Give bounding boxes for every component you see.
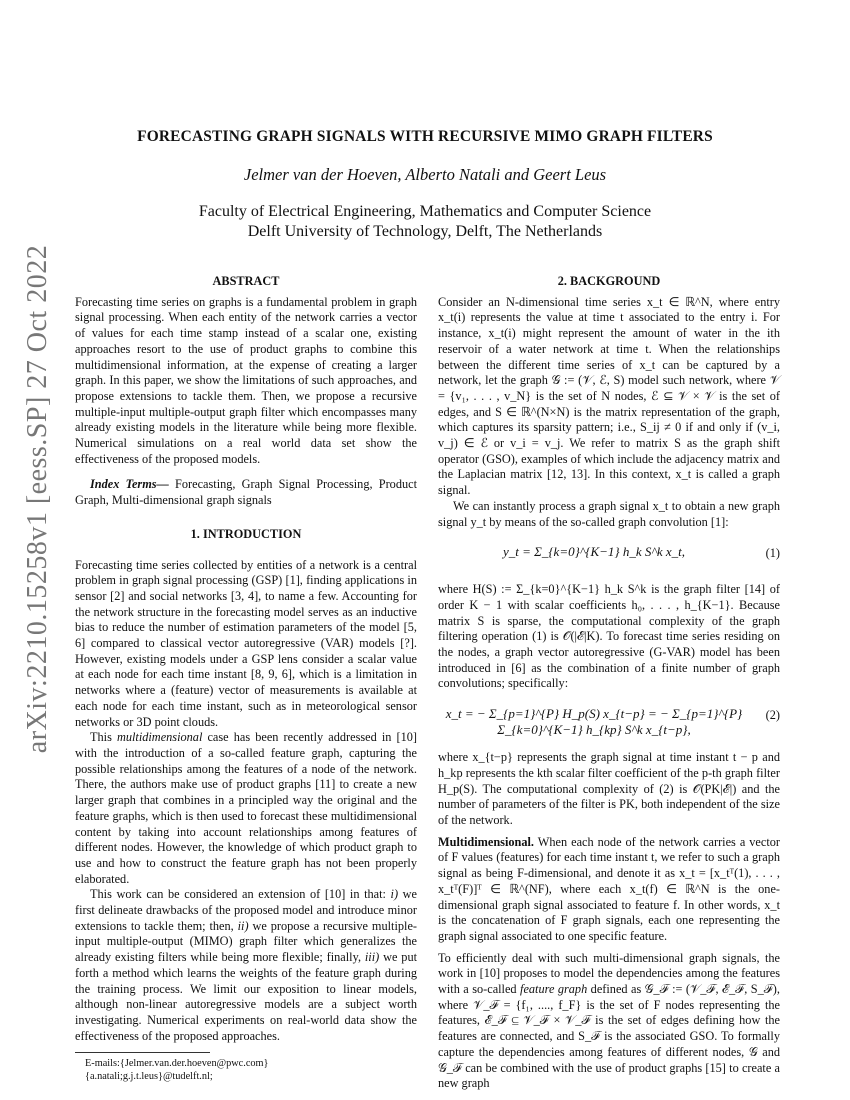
intro-p3-b: we first delineate drawbacks of the proposed model and introduce minor extensions to tackle them; then, bbox=[75, 887, 417, 933]
equation-2-body: x_t = − Σ_{p=1}^{P} H_p(S) x_{t−p} = − Σ_{p=1}^{P} Σ_{k=0}^{K−1} h_{kp} S^k x_{t−p}, bbox=[445, 706, 743, 737]
background-paragraph-2: We can instantly process a graph signal x_t to obtain a new graph signal y_t by means of the so-called graph convolution [1]: bbox=[438, 498, 780, 529]
arxiv-identifier: arXiv:2210.15258v1 [eess.SP] 27 Oct 2022 bbox=[22, 244, 53, 754]
footnote bbox=[75, 1057, 417, 1083]
footnote-line-2: {a.natali;g.j.t.leus}@tudelft.nl; bbox=[85, 1071, 213, 1083]
intro-p2-italic: multidimensional bbox=[116, 730, 203, 745]
equation-1 bbox=[438, 536, 780, 576]
intro-p2-a: This bbox=[90, 730, 117, 745]
intro-p3-ii: ii) bbox=[237, 918, 249, 933]
equation-1-number: (1) bbox=[765, 546, 780, 561]
bg-p5-b: defined as 𝒢_ℱ := (𝒱_ℱ, ℰ_ℱ, S_ℱ), where 𝒱_ℱ = {f₁, ...., f_F} is the set of F nodes representing the features, ℰ_ℱ ⊆ 𝒱_ℱ × 𝒱_ℱ is the set of edges defining how the features are connected, and S_ℱ is the associated GSO. To formally capture the dependencies among features of different nodes, 𝒢 and 𝒢_ℱ can be combined with the use of product graphs [15] to create a new graph bbox=[438, 982, 780, 1091]
abstract-heading: ABSTRACT bbox=[212, 274, 280, 288]
bg-p5-italic: feature graph bbox=[520, 982, 588, 997]
right-column bbox=[438, 274, 780, 1092]
intro-paragraph-2 bbox=[75, 730, 417, 887]
index-terms-label: Index Terms— bbox=[90, 477, 169, 492]
equation-2-number: (2) bbox=[765, 708, 780, 723]
affiliation bbox=[0, 202, 850, 242]
intro-p3-d: we put forth a method which learns the weights of the feature graph during the training process. We limit our exposition to linear models, although non-linear autoregressive models are a subject worth investigating. Numerical experiments on real-world data show the effectiveness of the proposed approaches. bbox=[75, 950, 418, 1043]
introduction-heading: 1. INTRODUCTION bbox=[190, 526, 302, 541]
equation-2 bbox=[438, 698, 780, 744]
bg-p5-a: To efficiently deal with such multi-dimensional graph signals, the work in [10] proposes to model the dependencies among the features with a so-called bbox=[438, 950, 780, 997]
intro-p2-b: case has been recently addressed in [10] with the introduction of a so-called feature graph, capturing the possible relationships among the features of a node of the network. There, the authors make use of product graphs [11] to create a new larger graph that combines in a principled way the original and the feature graphs, which is then used to forecast these multidimensional content by taking into account relationships among features of different nodes. However, the knowledge of which product graph to use and how to construct the feature graph has not been properly elaborated. bbox=[75, 730, 417, 886]
paper-title: FORECASTING GRAPH SIGNALS WITH RECURSIVE MIMO GRAPH FILTERS bbox=[137, 128, 713, 145]
index-terms bbox=[75, 477, 417, 508]
multidimensional-text: When each node of the network carries a vector of F values (features) for each time instant t, we refer to such a graph signal as being F-dimensional, and denote it as x_t = [x_tᵀ(1), . . . , x_tᵀ(F)]ᵀ ∈ ℝ^(NF), where each x_t(f) ∈ ℝ^N is the one-dimensional graph signal associated to feature f. In other words, x_t is the concatenation of F graph signals, each one representing the graph signal associated to one specific feature. bbox=[438, 834, 780, 943]
intro-paragraph-1: Forecasting time series collected by entities of a network is a central problem in graph signal processing (GSP) [1], finding applications in sensor [2] and social networks [3, 4], to name a few. Accounting for the network structure in the forecasting model serves as an inductive bias to reduce the number of estimation parameters of the model [5, 6] compared to classical vector autoregressive (VAR) models [?]. However, existing models under a GSP lens consider a scalar value at each node for each time instant [8, 9, 6], which is a limitation in networks where a (feature) vector of measurements is available at each node for each time instant, such as in meteorological sensor networks or 3D point clouds. bbox=[75, 557, 417, 729]
intro-p3-c: we propose a recursive multiple-input multiple-output (MIMO) graph filter which generalizes the already existing filters while being more flexible; finally, bbox=[75, 918, 417, 965]
intro-p3-iii: iii) bbox=[364, 950, 380, 965]
background-paragraph-5 bbox=[438, 951, 780, 1092]
background-heading: 2. BACKGROUND bbox=[557, 274, 661, 288]
paper-authors: Jelmer van der Hoeven, Alberto Natali and Geert Leus bbox=[243, 165, 607, 184]
abstract-text: Forecasting time series on graphs is a fundamental problem in graph signal processing. When each entity of the network carries a vector of values for each time stamp instead of a scalar one, existing approaches resort to the use of product graphs to combine this multidimensional information, at the expense of creating a larger graph. In this paper, we show the limitations of such approaches, and propose extensions to tackle them. Then, we propose a recursive multiple-input multiple-output graph filter which encompasses many already existing models in the literature while being more flexible. Numerical simulations on a real world data set show the effectiveness of the proposed models. bbox=[75, 294, 417, 466]
background-paragraph-3: where H(S) := Σ_{k=0}^{K−1} h_k S^k is the graph filter [14] of order K − 1 with scalar coefficients h₀, . . . , h_{K−1}. Because matrix S is sparse, the computational complexity of the graph filtering operation (1) is 𝒪(|ℰ|K). To forecast time series residing on the nodes, a graph vector autoregressive (G-VAR) model has been introduced in [6] as the combination of a finite number of graph convolutions; specifically: bbox=[438, 582, 780, 691]
background-paragraph-4: where x_{t−p} represents the graph signal at time instant t − p and h_kp represents the kth scalar filter coefficient of the p-th graph filter H_p(S). The computational complexity of (2) is 𝒪(PK|ℰ|) and the number of parameters of the filter is PK, both independent of the size of the network. bbox=[438, 750, 780, 827]
footnote-line-1: E-mails:{Jelmer.van.der.hoeven@pwc.com} bbox=[85, 1058, 269, 1070]
affiliation-line-2: Delft University of Technology, Delft, The Netherlands bbox=[247, 223, 603, 240]
intro-paragraph-3 bbox=[75, 887, 417, 1044]
equation-1-body: y_t = Σ_{k=0}^{K−1} h_k S^k x_t, bbox=[502, 544, 686, 560]
intro-p3-i: i) bbox=[390, 887, 399, 902]
multidimensional-label: Multidimensional. bbox=[438, 834, 534, 849]
left-column bbox=[75, 274, 417, 1083]
footnote-rule bbox=[75, 1052, 210, 1053]
background-paragraph-1: Consider an N-dimensional time series x_t ∈ ℝ^N, where entry x_t(i) represents the value at time t associated to the entry i. For instance, x_t(i) might represent the amount of water in the ith reservoir of a water network at time t. When the relationships between the different time series of x_t can be captured by a network, let the graph 𝒢 := (𝒱, ℰ, S) model such network, where 𝒱 = {v₁, . . . , v_N} is the set of N nodes, ℰ ⊆ 𝒱 × 𝒱 is the set of edges, and S ∈ ℝ^(N×N) is the matrix representation of the graph, which captures its sparsity pattern; i.e., S_ij ≠ 0 if and only if (v_i, v_j) ∈ ℰ or v_i = v_j. We refer to matrix S as the graph shift operator (GSO), examples of which include the adjacency matrix and the Laplacian matrix [12, 13]. In this context, x_t is called a graph signal. bbox=[438, 294, 780, 498]
arxiv-identifier-sidebar bbox=[20, 244, 56, 754]
intro-p3-a: This work can be considered an extension of [10] in that: bbox=[90, 887, 391, 902]
affiliation-line-1: Faculty of Electrical Engineering, Mathematics and Computer Science bbox=[198, 203, 652, 220]
index-terms-text: Forecasting, Graph Signal Processing, Product Graph, Multi-dimensional graph signals bbox=[75, 477, 417, 508]
multidimensional-paragraph bbox=[438, 835, 780, 945]
